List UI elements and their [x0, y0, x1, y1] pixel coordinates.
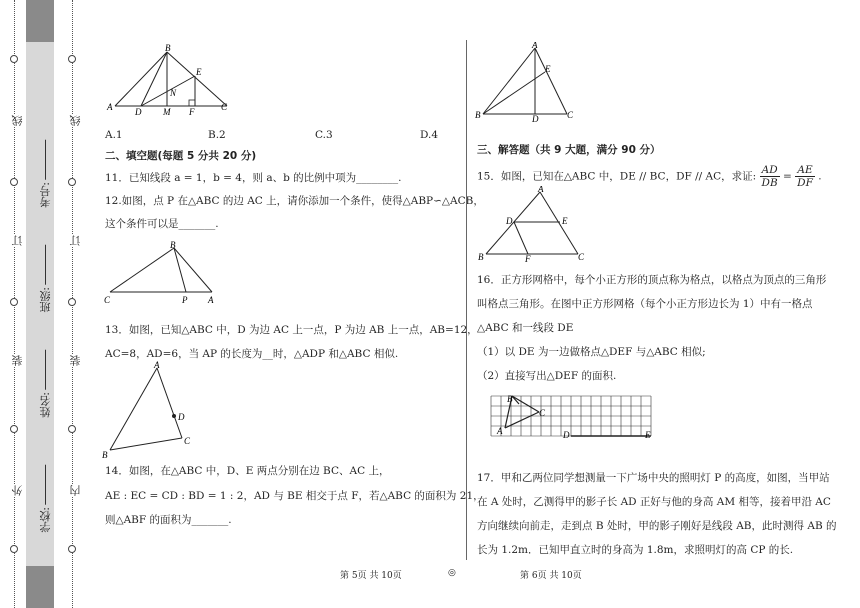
- option-a: A.1: [105, 129, 123, 141]
- fig-top-label-c: C: [567, 110, 574, 120]
- fig15-label-d: D: [506, 216, 513, 226]
- binding-margin: [0, 0, 100, 608]
- fig16-label-e: E: [645, 430, 651, 440]
- fraction-ae-df: $\frac{AE}{DF}$: [797, 164, 813, 189]
- binding-hole-icon: [68, 298, 76, 306]
- question-16-sub1: （1）以 DE 为一边做格点△DEF 与△ABC 相似;: [477, 346, 706, 358]
- fig13-label-d: D: [178, 412, 185, 422]
- fig10-label-e: E: [196, 67, 202, 77]
- binding-hole-icon: [10, 425, 18, 433]
- fig15-label-f: F: [525, 254, 531, 262]
- field-school: 学校:: [38, 465, 54, 533]
- outer-word-zhuang: 装: [11, 355, 24, 366]
- fig15-label-a: A: [538, 186, 544, 194]
- fig12-label-p: P: [182, 295, 188, 305]
- question-17-line2: 在 A 处时，乙测得甲的影子长 AD 正好与他的身高 AM 相等，接着甲沿 AC: [477, 496, 831, 508]
- fig15-label-b: B: [478, 252, 484, 262]
- section2-title: 二、填空题(每题 5 分共 20 分): [105, 150, 257, 162]
- fig-top-label-b: B: [475, 110, 481, 120]
- page-number-right: 第 6页 共 10页: [520, 571, 582, 581]
- field-name: 姓名:: [38, 350, 54, 418]
- fig15-label-c: C: [578, 252, 585, 262]
- question-17-line4: 长为 1.2m．已知甲直立时的身高为 1.8m，求照明灯的高 CP 的长.: [477, 544, 794, 556]
- outer-word-xian: 线: [11, 115, 24, 126]
- fig10-label-d: D: [135, 107, 142, 116]
- fig16-label-a: A: [497, 426, 503, 436]
- inner-word-zhuang: 装: [69, 355, 82, 366]
- question-14-line2: AE : EC = CD : BD = 1 : 2，AD 与 BE 相交于点 F，若△ABC 的面积为 21，: [105, 490, 484, 502]
- fig10-label-a: A: [107, 102, 113, 112]
- fig13-label-c: C: [184, 436, 191, 446]
- figure-q10: [105, 44, 235, 116]
- question-14-line1: 14．如图，在△ABC 中，D、E 两点分别在边 BC、AC 上，: [105, 465, 390, 477]
- fig10-label-m: M: [163, 107, 171, 116]
- figure-q12: [100, 240, 225, 306]
- column-divider: [466, 40, 467, 560]
- figure-q13: [100, 360, 200, 460]
- question-16-line1: 16．正方形网格中，每个小正方形的顶点称为格点，以格点为顶点的三角形: [477, 274, 827, 286]
- fig-top-label-d: D: [532, 114, 539, 122]
- binding-hole-icon: [68, 55, 76, 63]
- question-15: 15．如图，已知在△ABC 中，DE // BC，DF // AC，求证: $\frac{AD}{DB}$ = $\frac{AE}{DF}$ .: [477, 164, 822, 189]
- question-12-line2: 这个条件可以是_______.: [105, 218, 219, 230]
- page-number-left: 第 5页 共 10页: [340, 571, 402, 581]
- fig10-label-b: B: [165, 44, 171, 53]
- question-16-line2: 叫格点三角形。在图中正方形网格（每个小正方形边长为 1）中有一格点: [477, 298, 813, 310]
- binding-hole-icon: [10, 178, 18, 186]
- fig15-label-e: E: [562, 216, 568, 226]
- figure-q16-grid: [485, 392, 660, 444]
- question-17-line1: 17．甲和乙两位同学想测量一下广场中央的照明灯 P 的高度，如图，当甲站: [477, 472, 830, 484]
- outer-word-wai: 外: [11, 485, 24, 496]
- inner-word-nei: 内: [69, 485, 82, 496]
- fig12-label-a: A: [208, 295, 214, 305]
- binding-hole-icon: [68, 545, 76, 553]
- question-16-sub2: （2）直接写出△DEF 的面积.: [477, 370, 617, 382]
- binding-hole-icon: [68, 425, 76, 433]
- fig16-label-b: B: [507, 394, 513, 404]
- fig12-label-b: B: [170, 240, 176, 250]
- binding-hole-icon: [10, 55, 18, 63]
- fig12-label-c: C: [104, 295, 111, 305]
- fraction-ad-db: $\frac{AD}{DB}$: [761, 164, 778, 189]
- field-class: 班级:: [38, 245, 54, 313]
- fig10-label-f: F: [189, 107, 195, 116]
- binding-hole-icon: [68, 178, 76, 186]
- question-16-line3: △ABC 和一线段 DE: [477, 322, 574, 334]
- fig10-label-n: N: [170, 88, 177, 98]
- option-d: D.4: [420, 129, 439, 141]
- option-c: C.3: [315, 129, 333, 141]
- section3-title: 三、解答题（共 9 大题，满分 90 分）: [477, 144, 661, 156]
- option-b: B.2: [208, 129, 226, 141]
- binding-hole-icon: [10, 545, 18, 553]
- inner-word-ding: 订: [69, 235, 82, 246]
- fig13-label-b: B: [102, 450, 108, 460]
- binding-hole-icon: [10, 298, 18, 306]
- center-mark-icon: ◎: [448, 568, 456, 578]
- figure-right-top: [475, 42, 575, 122]
- fig16-label-d: D: [563, 430, 570, 440]
- fig13-label-a: A: [154, 360, 160, 370]
- question-12-line1: 12.如图，点 P 在△ABC 的边 AC 上，请你添加一个条件，使得△ABP∽△ACB，: [105, 195, 484, 207]
- inner-word-xian: 线: [69, 115, 82, 126]
- outer-word-ding: 订: [11, 235, 24, 246]
- fig16-label-c: C: [539, 408, 546, 418]
- question-13-line1: 13．如图，已知△ABC 中，D 为边 AC 上一点，P 为边 AB 上一点，AB=12，: [105, 324, 478, 336]
- question-11: 11．已知线段 a = 1，b = 4，则 a、b 的比例中项为________.: [105, 172, 402, 184]
- question-17-line3: 方向继续向前走，走到点 B 处时，甲的影子刚好是线段 AB，此时测得 AB 的: [477, 520, 837, 532]
- question-14-line3: 则△ABF 的面积为_______.: [105, 514, 232, 526]
- fig-top-label-e: E: [545, 64, 551, 74]
- fig10-label-c: C: [221, 102, 228, 112]
- field-exam-number: 考号:: [38, 140, 54, 208]
- question-13-line2: AC=8，AD=6，当 AP 的长度为__时，△ADP 和△ABC 相似.: [105, 348, 399, 360]
- fig-top-label-a: A: [532, 42, 538, 50]
- figure-q15: [478, 186, 588, 262]
